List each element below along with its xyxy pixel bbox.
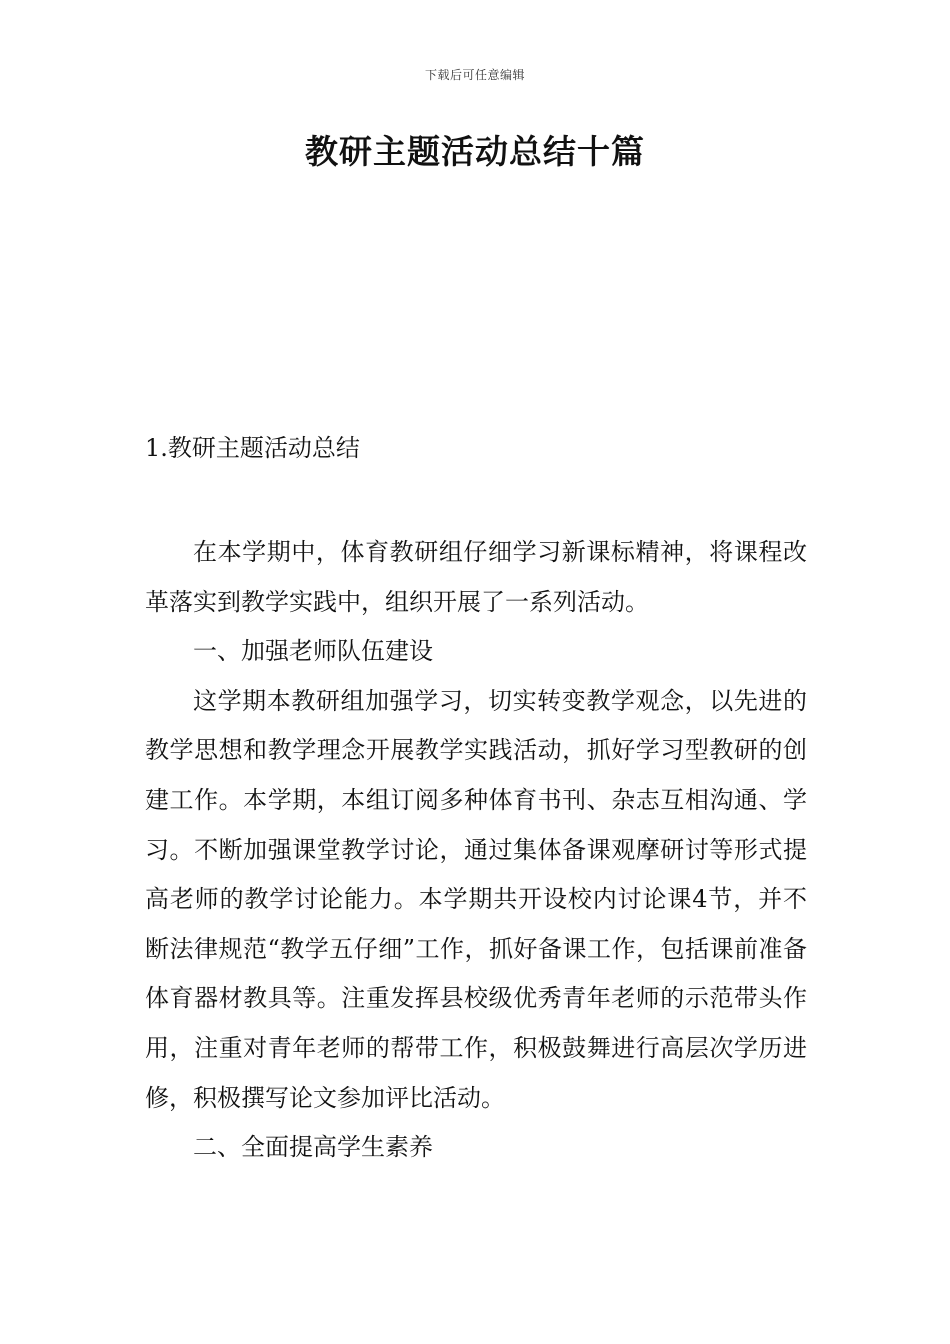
document-body <box>145 528 807 1173</box>
paragraph-intro: 在本学期中，体育教研组仔细学习新课标精神，将课程改革落实到教学实践中，组织开展了一系列活动。 <box>145 538 807 616</box>
document-title: 教研主题活动总结十篇 <box>305 132 645 171</box>
page-header-note: 下载后可任意编辑 <box>424 68 525 82</box>
subheading-student-quality: 二、全面提高学生素养 <box>193 1133 433 1162</box>
paragraph-teacher-team: 这学期本教研组加强学习，切实转变教学观念，以先进的教学思想和教学理念开展教学实践活动，抓好学习型教研的创建工作。本学期，本组订阅多种体育书刊、杂志互相沟通、学习。不断加强课堂教学讨论，通过集体备课观摩研讨等形式提高老师的教学讨论能力。本学期共开设校内讨论课4节，并不断法律规范“教学五仔细”工作，抓好备课工作，包括课前准备体育器材教具等。注重发挥县校级优秀青年老师的示范带头作用，注重对青年老师的帮带工作，积极鼓舞进行高层次学历进修，积极撰写论文参加评比活动。 <box>145 686 807 1112</box>
section-heading: 1.教研主题活动总结 <box>145 434 360 462</box>
subheading-teacher-team: 一、加强老师队伍建设 <box>193 637 433 666</box>
